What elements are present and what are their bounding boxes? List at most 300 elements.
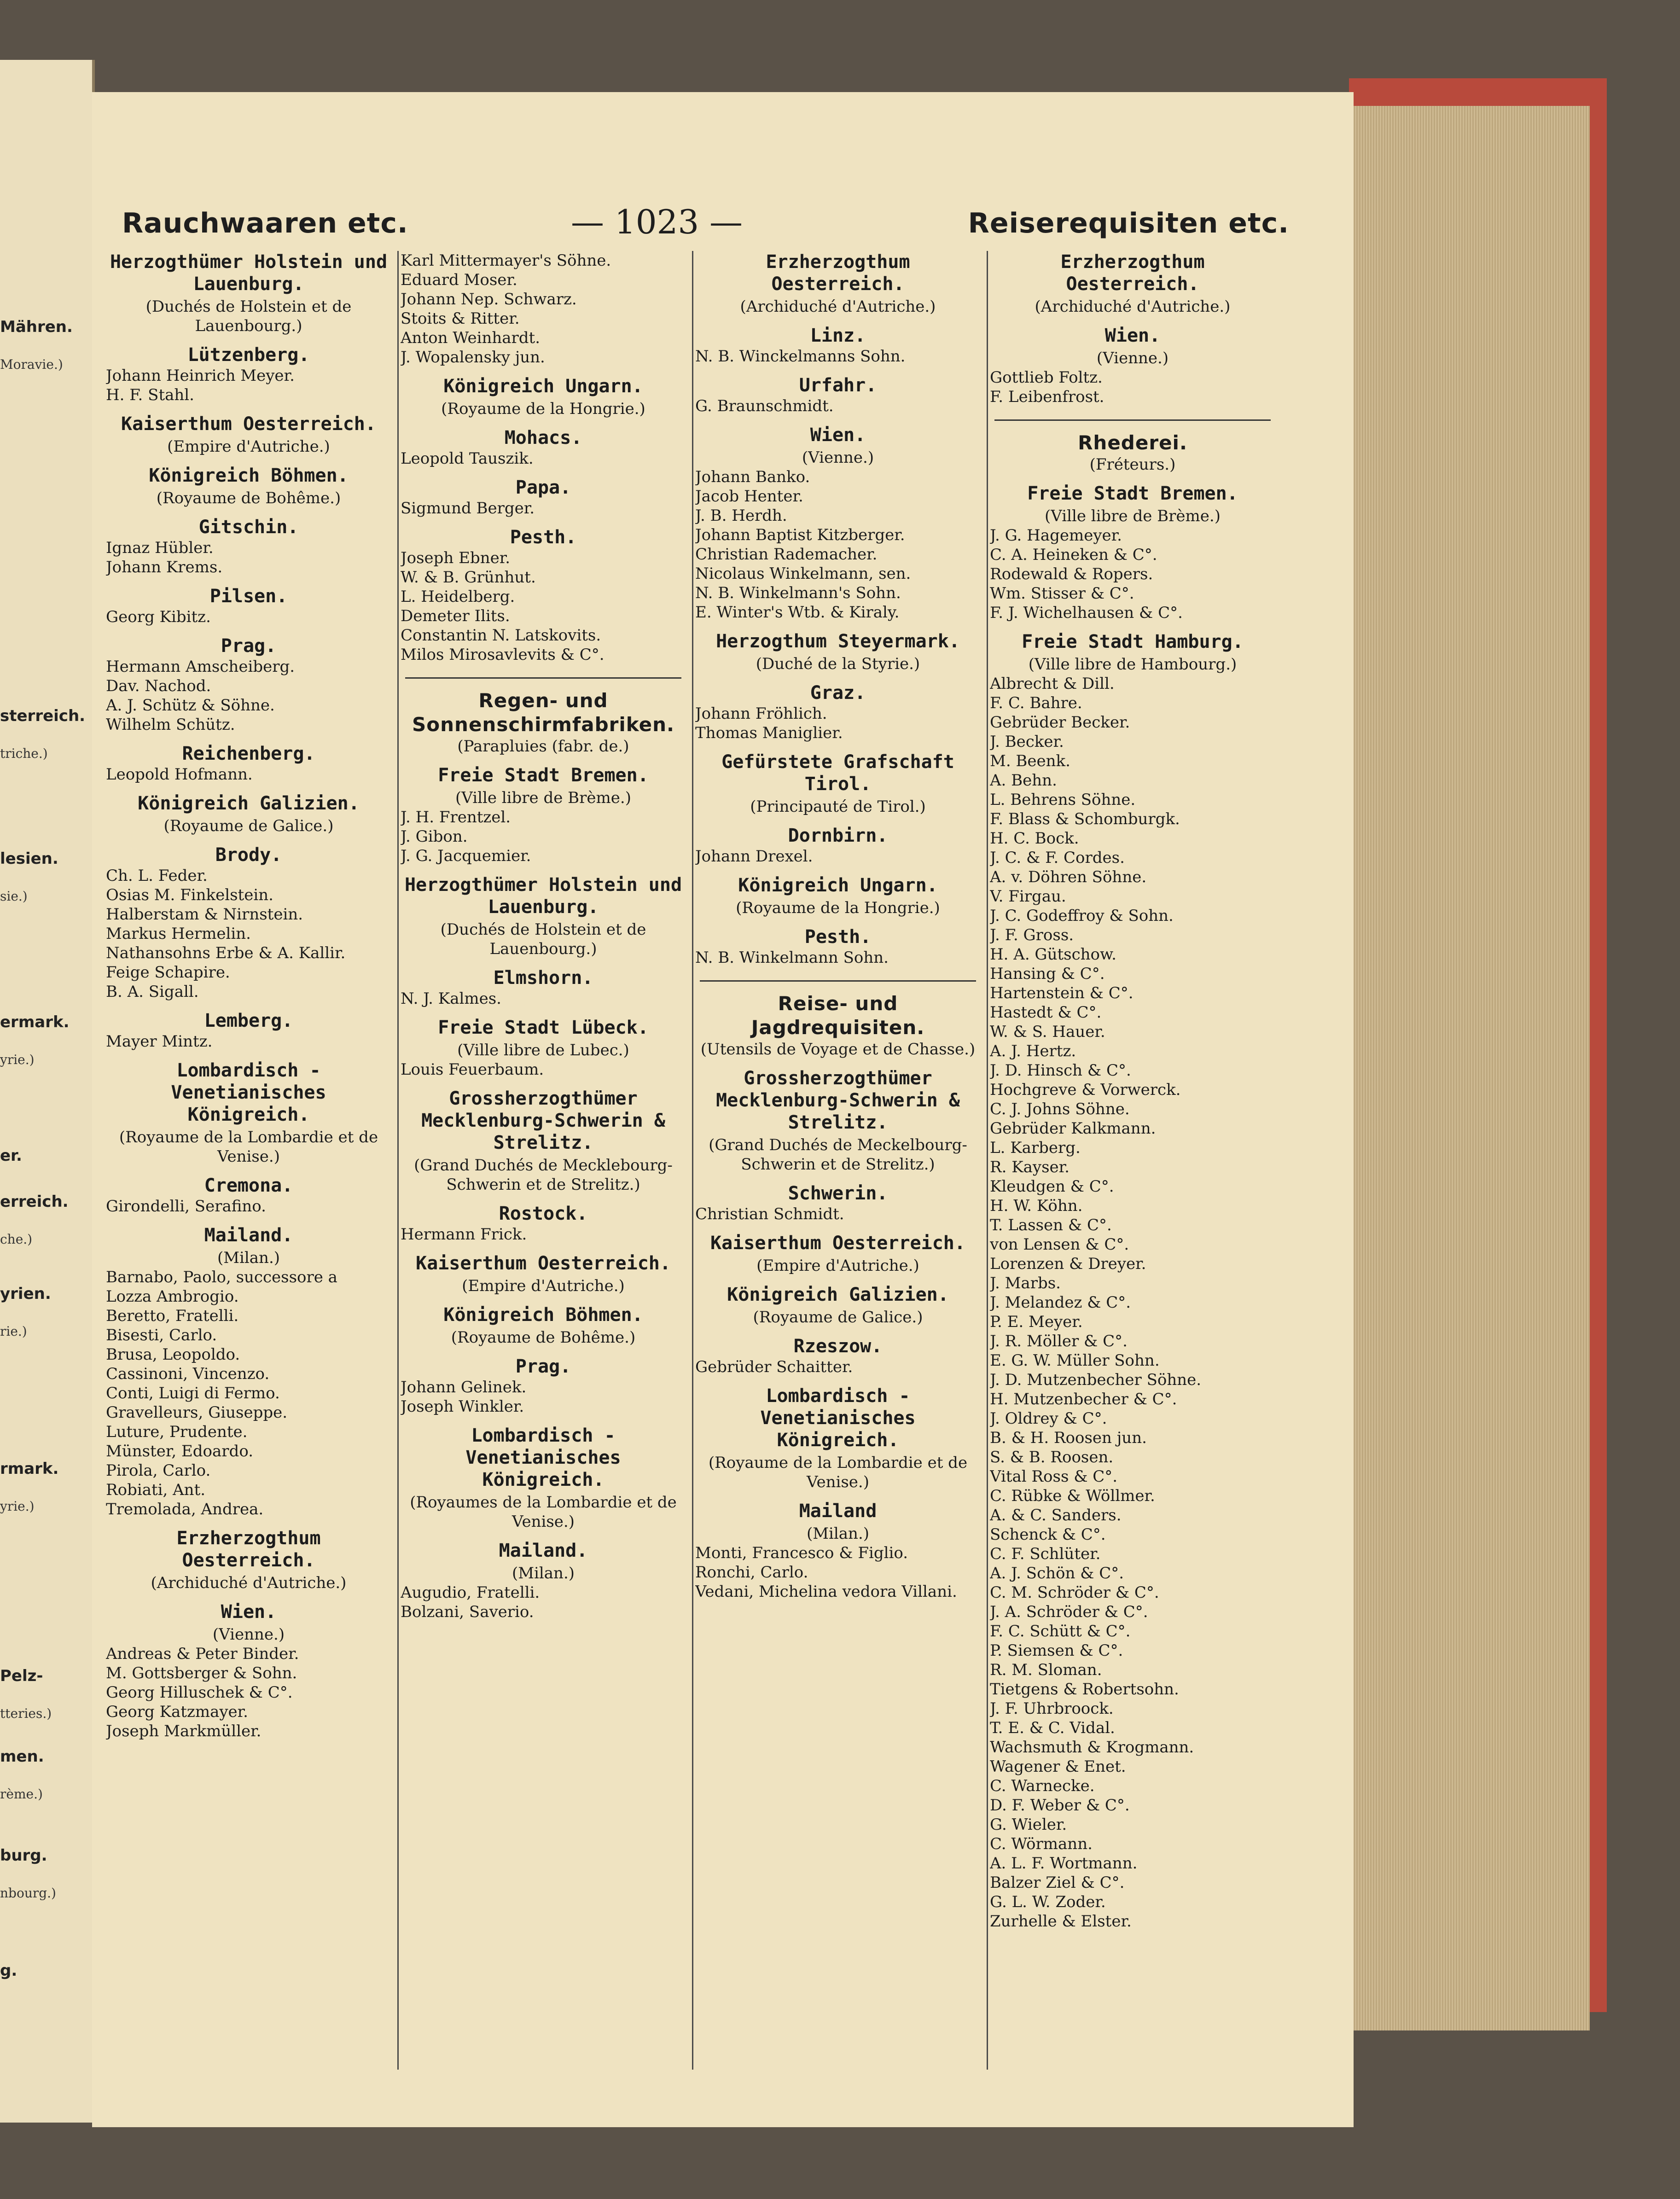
- region-entry: [695, 1232, 981, 1275]
- region-heading: Brody.: [215, 844, 282, 866]
- column-rule: [692, 251, 693, 2070]
- firm-listing: L. Behrens Söhne.: [990, 791, 1136, 809]
- region-heading: Freie Stadt Bremen.: [1027, 483, 1238, 504]
- firm-listing: N. B. Winckelmanns Sohn.: [695, 347, 906, 366]
- firm-listing: T. E. & C. Vidal.: [990, 1719, 1115, 1737]
- firm-listing: Johann Heinrich Meyer.: [106, 366, 295, 385]
- firm-listing: Monti, Francesco & Figlio.: [695, 1544, 908, 1562]
- region-heading: Graz.: [810, 682, 866, 704]
- region-entry: [401, 1355, 686, 1416]
- firm-listing: Osias M. Finkelstein.: [106, 886, 273, 904]
- firm-listing: Hansing & C°.: [990, 965, 1105, 983]
- section-block: [695, 980, 981, 1059]
- facing-page-word: sterreich.: [0, 707, 86, 725]
- region-heading: Mailand: [799, 1501, 877, 1522]
- firm-listing: A. & C. Sanders.: [990, 1506, 1122, 1524]
- region-subtitle: (Vienne.): [1096, 349, 1169, 367]
- firm-listing: Thomas Maniglier.: [695, 724, 843, 742]
- region-subtitle: (Archiduché d'Autriche.): [740, 297, 936, 316]
- region-subtitle: (Empire d'Autriche.): [462, 1277, 625, 1295]
- region-entry: [401, 1088, 686, 1194]
- firm-listing: J. Marbs.: [990, 1274, 1061, 1292]
- firm-listing: Christian Rademacher.: [695, 545, 878, 564]
- firm-listing: T. Lassen & C°.: [990, 1216, 1112, 1234]
- firm-listing: L. Karberg.: [990, 1139, 1081, 1157]
- region-entry: [695, 1067, 981, 1174]
- region-heading: Herzogthum Steyermark.: [716, 631, 960, 652]
- firm-listing: Louis Feuerbaum.: [401, 1060, 544, 1079]
- facing-page-fragment: [0, 60, 95, 2123]
- region-entry: [106, 635, 391, 734]
- region-heading: Rzeszow.: [793, 1336, 883, 1357]
- firm-listing: W. & B. Grünhut.: [401, 568, 536, 587]
- firm-listing: Rodewald & Ropers.: [990, 565, 1153, 583]
- region-entry: [106, 465, 391, 508]
- region-entry: [695, 1335, 981, 1377]
- section-subtitle: (Parapluies (fabr. de.): [457, 737, 629, 756]
- section-subtitle: (Fréteurs.): [1089, 455, 1176, 474]
- section-block: [990, 419, 1275, 474]
- region-subtitle: (Royaume de Bohême.): [156, 489, 341, 507]
- facing-page-word: yrie.): [0, 1499, 35, 1514]
- region-subtitle: (Royaume de Galice.): [753, 1308, 923, 1326]
- firm-listing: F. C. Schütt & C°.: [990, 1622, 1131, 1641]
- region-entry: [695, 1385, 981, 1492]
- region-heading: Freie Stadt Hamburg.: [1022, 631, 1244, 652]
- region-heading: Erzherzogthum Oesterreich.: [176, 1528, 321, 1571]
- firm-listing: Leopold Hofmann.: [106, 765, 253, 784]
- firm-listing: J. G. Hagemeyer.: [990, 526, 1122, 545]
- firm-listing: J. F. Uhrbroock.: [990, 1699, 1114, 1718]
- region-entry: [401, 1203, 686, 1244]
- region-heading: Mohacs.: [504, 427, 582, 448]
- firm-listing: Ch. L. Feder.: [106, 867, 208, 885]
- firm-listing: Bolzani, Saverio.: [401, 1603, 534, 1621]
- firm-listing: Markus Hermelin.: [106, 925, 251, 943]
- firm-listing: Kleudgen & C°.: [990, 1177, 1114, 1196]
- region-entry: [401, 427, 686, 468]
- region-entry: [106, 1224, 391, 1519]
- region-heading: Grossherzogthümer Mecklenburg-Schwerin & Strelitz.: [716, 1068, 960, 1133]
- facing-page-word: yrie.): [0, 1052, 35, 1067]
- firm-listing: J. F. Gross.: [990, 926, 1074, 944]
- firm-listing: Mayer Mintz.: [106, 1032, 213, 1051]
- region-heading: Wien.: [221, 1601, 277, 1623]
- firm-listing: A. L. F. Wortmann.: [990, 1854, 1138, 1873]
- region-heading: Elmshorn.: [493, 967, 593, 989]
- firm-listing: Hartenstein & C°.: [990, 984, 1134, 1002]
- firm-listing: Gebrüder Becker.: [990, 713, 1130, 732]
- region-heading: Dornbirn.: [788, 825, 888, 846]
- firm-listing: Johann Fröhlich.: [695, 704, 827, 723]
- firm-listing: Gebrüder Schaitter.: [695, 1358, 853, 1376]
- firm-listing: Tietgens & Robertsohn.: [990, 1680, 1179, 1699]
- region-entry: [990, 631, 1275, 1931]
- region-heading: Erzherzogthum Oesterreich.: [1060, 251, 1205, 295]
- region-entry: [401, 1540, 686, 1622]
- firm-listing: F. C. Bahre.: [990, 694, 1082, 712]
- region-entry: [990, 483, 1275, 622]
- firm-listing: Joseph Ebner.: [401, 549, 511, 567]
- firm-listing: G. L. W. Zoder.: [990, 1893, 1106, 1911]
- firm-listing: P. Siemsen & C°.: [990, 1641, 1123, 1660]
- region-entry: [401, 1425, 686, 1531]
- region-heading: Königreich Böhmen.: [443, 1304, 643, 1326]
- region-heading: Königreich Galizien.: [138, 793, 360, 814]
- firm-listing: Hermann Frick.: [401, 1225, 527, 1244]
- region-heading: Königreich Böhmen.: [149, 465, 349, 486]
- firm-listing: Leopold Tauszik.: [401, 449, 534, 468]
- facing-page-word: erreich.: [0, 1193, 69, 1211]
- region-entry: [695, 251, 981, 316]
- section-heading: Regen- und Sonnenschirmfabriken.: [412, 689, 674, 736]
- facing-page-word: lesien.: [0, 849, 58, 868]
- firm-listing: R. M. Sloman.: [990, 1661, 1102, 1679]
- firm-listing: Wilhelm Schütz.: [106, 716, 235, 734]
- region-subtitle: (Grand Duchés de Mecklebourg-Schwerin et de Strelitz.): [414, 1156, 673, 1194]
- firm-listing: Johann Gelinek.: [401, 1378, 527, 1396]
- firm-listing: Brusa, Leopoldo.: [106, 1345, 240, 1364]
- firm-listing: Nathansohns Erbe & A. Kallir.: [106, 944, 346, 962]
- firm-listing: A. Behn.: [990, 771, 1057, 790]
- region-subtitle: (Royaume de la Hongrie.): [736, 899, 940, 917]
- facing-page-word: burg.: [0, 1846, 47, 1865]
- firm-listing: Girondelli, Serafino.: [106, 1197, 266, 1216]
- region-entry: [990, 251, 1275, 316]
- region-entry: [695, 424, 981, 622]
- firm-listing: Hermann Amscheiberg.: [106, 657, 295, 676]
- region-heading: Erzherzogthum Oesterreich.: [766, 251, 910, 295]
- region-entry: [695, 374, 981, 416]
- region-heading: Wien.: [1104, 325, 1161, 346]
- firm-listing: C. J. Johns Söhne.: [990, 1100, 1130, 1118]
- region-heading: Gefürstete Grafschaft Tirol.: [721, 751, 954, 795]
- firm-listing: Beretto, Fratelli.: [106, 1307, 239, 1325]
- firm-listing: C. F. Schlüter.: [990, 1545, 1101, 1563]
- region-heading: Herzogthümer Holstein und Lauenburg.: [110, 251, 388, 295]
- firm-listing: C. M. Schröder & C°.: [990, 1583, 1159, 1602]
- firm-listing: F. Blass & Schomburgk.: [990, 810, 1180, 828]
- column-2: [401, 251, 686, 2070]
- region-heading: Prag.: [515, 1356, 571, 1377]
- firm-listing: Johann Baptist Kitzberger.: [695, 526, 905, 544]
- firm-listing: Christian Schmidt.: [695, 1205, 844, 1223]
- region-subtitle: (Archiduché d'Autriche.): [1035, 297, 1231, 316]
- region-entry: [401, 251, 686, 367]
- region-subtitle: (Royaume de Galice.): [163, 817, 334, 835]
- facing-page-word: nbourg.): [0, 1885, 56, 1901]
- firm-listing: Lozza Ambrogio.: [106, 1287, 239, 1306]
- region-entry: [106, 1175, 391, 1216]
- firm-listing: Nicolaus Winkelmann, sen.: [695, 564, 911, 583]
- firm-listing: J. Oldrey & C°.: [990, 1409, 1107, 1428]
- region-heading: Cremona.: [204, 1175, 293, 1196]
- firm-listing: H. W. Köhn.: [990, 1197, 1083, 1215]
- firm-listing: Wachsmuth & Krogmann.: [990, 1738, 1194, 1757]
- firm-listing: Cassinoni, Vincenzo.: [106, 1365, 270, 1383]
- header-left-title: Rauchwaaren etc.: [122, 207, 408, 239]
- column-rule: [397, 251, 399, 2070]
- firm-listing: J. D. Mutzenbecher Söhne.: [990, 1371, 1202, 1389]
- region-heading: Reichenberg.: [182, 743, 315, 764]
- firm-listing: Tremolada, Andrea.: [106, 1500, 264, 1518]
- column-4: [990, 251, 1275, 2070]
- region-entry: [401, 967, 686, 1008]
- firm-listing: Georg Kibitz.: [106, 608, 211, 626]
- region-heading: Linz.: [810, 325, 866, 346]
- region-entry: [401, 1252, 686, 1296]
- firm-listing: Robiati, Ant.: [106, 1481, 206, 1499]
- firm-listing: A. J. Schön & C°.: [990, 1564, 1124, 1582]
- region-entry: [401, 1304, 686, 1347]
- region-entry: [695, 1500, 981, 1601]
- region-heading: Königreich Ungarn.: [738, 875, 938, 896]
- firm-listing: Münster, Edoardo.: [106, 1442, 253, 1460]
- firm-listing: M. Gottsberger & Sohn.: [106, 1664, 297, 1682]
- firm-listing: Karl Mittermayer's Söhne.: [401, 251, 611, 270]
- facing-page-word: Pelz-: [0, 1667, 43, 1685]
- firm-listing: Gravelleurs, Giuseppe.: [106, 1403, 288, 1422]
- firm-listing: A. J. Hertz.: [990, 1042, 1076, 1060]
- firm-listing: N. J. Kalmes.: [401, 989, 501, 1008]
- firm-listing: Vedani, Michelina vedora Villani.: [695, 1582, 957, 1601]
- region-entry: [401, 526, 686, 664]
- firm-listing: J. Melandez & C°.: [990, 1293, 1131, 1312]
- region-heading: Freie Stadt Lübeck.: [438, 1017, 649, 1038]
- region-entry: [106, 413, 391, 456]
- firm-listing: Joseph Winkler.: [401, 1397, 524, 1416]
- region-subtitle: (Royaume de la Lombardie et de Venise.): [119, 1128, 378, 1166]
- region-entry: [106, 585, 391, 627]
- facing-page-word: tteries.): [0, 1706, 52, 1721]
- firm-listing: J. C. & F. Cordes.: [990, 849, 1125, 867]
- section-subtitle: (Utensils de Voyage et de Chasse.): [700, 1040, 976, 1059]
- facing-page-word: rie.): [0, 1324, 27, 1339]
- firm-listing: H. C. Bock.: [990, 829, 1079, 848]
- firm-listing: J. C. Godeffroy & Sohn.: [990, 907, 1174, 925]
- region-heading: Mailand.: [499, 1540, 588, 1561]
- header-right-title: Reiserequisiten etc.: [968, 207, 1289, 239]
- firm-listing: P. E. Meyer.: [990, 1313, 1083, 1331]
- firm-listing: Halberstam & Nirnstein.: [106, 905, 303, 924]
- book-page: [92, 92, 1354, 2127]
- region-heading: Freie Stadt Bremen.: [438, 765, 649, 786]
- section-divider: [994, 419, 1271, 421]
- region-entry: [401, 375, 686, 419]
- region-heading: Lützenberg.: [187, 344, 310, 366]
- facing-page-word: g.: [0, 1961, 17, 1980]
- firm-listing: Stoits & Ritter.: [401, 309, 520, 328]
- page-number: — 1023 —: [571, 203, 743, 241]
- page-stack-edges: [1349, 106, 1590, 2030]
- region-subtitle: (Milan.): [512, 1564, 575, 1582]
- firm-listing: E. Winter's Wtb. & Kiraly.: [695, 603, 900, 622]
- firm-listing: Joseph Markmüller.: [106, 1722, 262, 1740]
- firm-listing: H. Mutzenbecher & C°.: [990, 1390, 1177, 1408]
- region-entry: [401, 1017, 686, 1079]
- firm-listing: Gebrüder Kalkmann.: [990, 1119, 1156, 1138]
- firm-listing: C. Rübke & Wöllmer.: [990, 1487, 1155, 1505]
- facing-page-word: triche.): [0, 746, 48, 761]
- firm-listing: J. Wopalensky jun.: [401, 348, 545, 366]
- region-entry: [106, 516, 391, 577]
- region-heading: Pesth.: [510, 527, 577, 548]
- firm-listing: F. Leibenfrost.: [990, 388, 1104, 406]
- firm-listing: M. Beenk.: [990, 752, 1070, 770]
- firm-listing: J. G. Jacquemier.: [401, 847, 531, 865]
- firm-listing: Conti, Luigi di Fermo.: [106, 1384, 280, 1402]
- facing-page-word: er.: [0, 1146, 22, 1165]
- region-subtitle: (Vienne.): [802, 448, 874, 467]
- region-entry: [106, 1527, 391, 1593]
- region-heading: Wien.: [810, 425, 866, 446]
- firm-listing: Andreas & Peter Binder.: [106, 1645, 299, 1663]
- firm-listing: R. Kayser.: [990, 1158, 1070, 1176]
- firm-listing: C. A. Heineken & C°.: [990, 546, 1157, 564]
- firm-listing: G. Wieler.: [990, 1815, 1067, 1834]
- firm-listing: Wagener & Enet.: [990, 1757, 1126, 1776]
- firm-listing: W. & S. Hauer.: [990, 1023, 1105, 1041]
- firm-listing: J. H. Frentzel.: [401, 808, 511, 826]
- column-rule: [987, 251, 988, 2070]
- region-subtitle: (Ville libre de Brème.): [1045, 507, 1221, 525]
- region-heading: Prag.: [221, 635, 277, 657]
- region-subtitle: (Ville libre de Brème.): [455, 789, 631, 807]
- firm-listing: J. D. Hinsch & C°.: [990, 1061, 1131, 1080]
- firm-listing: Pirola, Carlo.: [106, 1461, 211, 1480]
- firm-listing: G. Braunschmidt.: [695, 397, 834, 415]
- region-subtitle: (Principauté de Tirol.): [750, 797, 926, 816]
- facing-page-word: rème.): [0, 1786, 43, 1802]
- region-heading: Lombardisch - Venetianisches Königreich.: [171, 1060, 326, 1125]
- region-heading: Pilsen.: [209, 586, 288, 607]
- firm-listing: H. F. Stahl.: [106, 386, 194, 404]
- firm-listing: Georg Katzmayer.: [106, 1703, 248, 1721]
- region-heading: Schwerin.: [788, 1183, 888, 1204]
- column-1: [106, 251, 391, 2070]
- region-heading: Gitschin.: [198, 517, 299, 538]
- firm-listing: J. Gibon.: [401, 827, 468, 846]
- region-entry: [695, 325, 981, 366]
- region-heading: Kaiserthum Oesterreich.: [710, 1233, 965, 1254]
- region-entry: [106, 1010, 391, 1051]
- firm-listing: C. Warnecke.: [990, 1777, 1095, 1795]
- firm-listing: C. Wörmann.: [990, 1835, 1093, 1853]
- region-heading: Kaiserthum Oesterreich.: [121, 413, 376, 435]
- region-subtitle: (Milan.): [217, 1249, 280, 1267]
- firm-listing: Dav. Nachod.: [106, 677, 211, 695]
- firm-listing: Anton Weinhardt.: [401, 329, 541, 347]
- firm-listing: N. B. Winkelmann's Sohn.: [695, 584, 901, 602]
- section-divider: [700, 980, 976, 982]
- region-subtitle: (Empire d'Autriche.): [756, 1257, 919, 1275]
- firm-listing: Georg Hilluschek & C°.: [106, 1683, 293, 1702]
- region-entry: [106, 344, 391, 405]
- region-heading: Rostock.: [499, 1203, 588, 1224]
- region-subtitle: (Royaume de la Hongrie.): [441, 400, 645, 418]
- firm-listing: Balzer Ziel & C°.: [990, 1873, 1125, 1892]
- region-heading: Pesth.: [804, 926, 872, 948]
- firm-listing: Barnabo, Paolo, successore a: [106, 1268, 337, 1286]
- region-subtitle: (Grand Duchés de Meckelbourg-Schwerin et de Strelitz.): [709, 1136, 967, 1174]
- firm-listing: J. Becker.: [990, 733, 1064, 751]
- firm-listing: Hochgreve & Vorwerck.: [990, 1081, 1181, 1099]
- region-entry: [695, 1182, 981, 1224]
- firm-listing: Sigmund Berger.: [401, 499, 535, 518]
- firm-listing: Luture, Prudente.: [106, 1423, 248, 1441]
- firm-listing: V. Firgau.: [990, 887, 1066, 906]
- region-entry: [695, 926, 981, 967]
- region-heading: Papa.: [515, 477, 571, 498]
- region-entry: [106, 251, 391, 336]
- firm-listing: Lorenzen & Dreyer.: [990, 1255, 1146, 1273]
- region-heading: Königreich Galizien.: [727, 1284, 949, 1305]
- section-block: [401, 677, 686, 756]
- region-heading: Lombardisch - Venetianisches Königreich.: [465, 1425, 621, 1490]
- firm-listing: Ignaz Hübler.: [106, 539, 214, 557]
- region-heading: Mailand.: [204, 1225, 293, 1246]
- region-entry: [106, 1059, 391, 1166]
- facing-page-word: Mähren.: [0, 318, 73, 336]
- region-subtitle: (Empire d'Autriche.): [167, 437, 330, 456]
- firm-listing: J. R. Möller & C°.: [990, 1332, 1128, 1350]
- region-subtitle: (Ville libre de Hambourg.): [1028, 655, 1237, 674]
- facing-page-word: ermark.: [0, 1013, 70, 1031]
- firm-listing: Demeter Ilits.: [401, 607, 510, 625]
- firm-listing: Johann Banko.: [695, 468, 810, 486]
- firm-listing: S. & B. Roosen.: [990, 1448, 1114, 1466]
- firm-listing: Bisesti, Carlo.: [106, 1326, 217, 1344]
- region-heading: Königreich Ungarn.: [443, 376, 643, 397]
- firm-listing: B. & H. Roosen jun.: [990, 1429, 1147, 1447]
- region-entry: [695, 1284, 981, 1327]
- region-heading: Kaiserthum Oesterreich.: [416, 1253, 671, 1274]
- firm-listing: Milos Mirosavlevits & C°.: [401, 646, 605, 664]
- firm-listing: von Lensen & C°.: [990, 1235, 1129, 1254]
- region-entry: [106, 844, 391, 1001]
- region-subtitle: (Duchés de Holstein et de Lauenbourg.): [440, 920, 646, 958]
- firm-listing: J. B. Herdh.: [695, 506, 787, 525]
- firm-listing: A. v. Döhren Söhne.: [990, 868, 1147, 886]
- firm-listing: N. B. Winkelmann Sohn.: [695, 948, 889, 967]
- firm-listing: Augudio, Fratelli.: [401, 1583, 540, 1602]
- firm-listing: Constantin N. Latskovits.: [401, 626, 601, 645]
- region-entry: [401, 874, 686, 959]
- firm-listing: L. Heidelberg.: [401, 588, 515, 606]
- facing-page-word: sie.): [0, 889, 28, 904]
- firm-listing: Johann Drexel.: [695, 847, 813, 866]
- region-subtitle: (Duché de la Styrie.): [756, 655, 920, 673]
- section-heading: Rhederei.: [1078, 431, 1187, 454]
- region-subtitle: (Royaume de la Lombardie et de Venise.): [708, 1454, 968, 1491]
- firm-listing: Schenck & C°.: [990, 1525, 1106, 1544]
- region-heading: Herzogthümer Holstein und Lauenburg.: [404, 874, 682, 918]
- firm-listing: Hastedt & C°.: [990, 1003, 1102, 1022]
- region-heading: Grossherzogthümer Mecklenburg-Schwerin & Strelitz.: [421, 1088, 665, 1153]
- facing-page-word: Moravie.): [0, 357, 63, 372]
- firm-listing: Johann Krems.: [106, 558, 223, 576]
- firm-listing: J. A. Schröder & C°.: [990, 1603, 1148, 1621]
- section-divider: [405, 677, 681, 679]
- section-heading: Reise- und Jagdrequisiten.: [751, 992, 925, 1039]
- region-subtitle: (Duchés de Holstein et de Lauenbourg.): [145, 297, 352, 335]
- firm-listing: H. A. Gütschow.: [990, 945, 1116, 964]
- region-entry: [695, 874, 981, 918]
- region-entry: [106, 792, 391, 836]
- firm-listing: Wm. Stisser & C°.: [990, 584, 1134, 603]
- running-header: [92, 198, 1354, 244]
- firm-listing: Gottlieb Foltz.: [990, 368, 1103, 387]
